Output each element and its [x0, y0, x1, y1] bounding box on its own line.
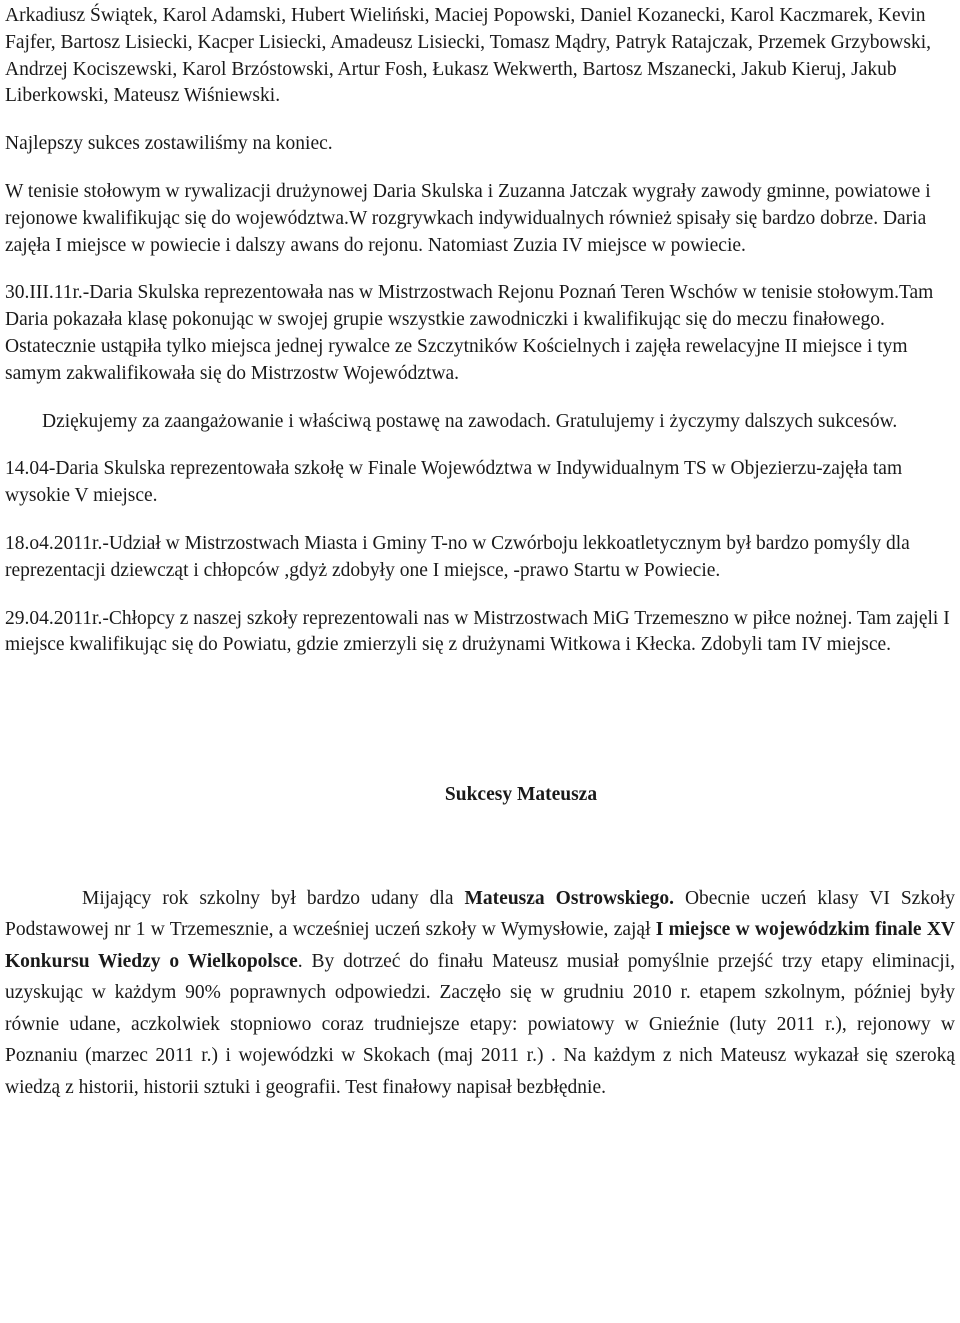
football-paragraph: 29.04.2011r.-Chłopcy z naszej szkoły reprezentowali nas w Mistrzostwach MiG Trzemeszno w piłce nożnej. Tam zajęli I miejsce kwalifikując się do Powiatu, gdzie zmierzyli się z drużynami Witkowa i Kłecka. Zdobyli tam IV miejsce. [5, 607, 950, 656]
document-page [5, 3, 955, 1103]
intro-sentence: Najlepszy sukces zostawiliśmy na koniec. [5, 133, 333, 155]
mateusz-text-1: Mijający rok szkolny był bardzo udany dla [82, 887, 465, 909]
table-tennis-paragraph: W tenisie stołowym w rywalizacji drużynowej Daria Skulska i Zuzanna Jatczak wygrały zawody gminne, powiatowe i rejonowe kwalifikując się do województwa.W rozgrywkach indywidualnych również spisały się bardzo dobrze. Daria zajęła I miejsce w powiecie i dalszy awans do rejonu. Natomiast Zuzia IV miejsce w powiecie. [5, 180, 931, 256]
section-heading-text: Sukcesy Mateusza [444, 784, 598, 806]
voivodeship-final-paragraph: 14.04-Daria Skulska reprezentowała szkołę w Finale Województwa w Indywidualnym TS w Objezierzu-zajęła tam wysokie V miejsce. [5, 458, 903, 507]
thanks-paragraph: Dziękujemy za zaangażowanie i właściwą postawę na zawodach. Gratulujemy i życzymy dalszych sukcesów. [42, 410, 898, 432]
mateusz-name-bold: Mateusza Ostrowskiego. [464, 887, 674, 909]
section-heading [5, 782, 955, 809]
mateusz-text-3: . By dotrzeć do finału Mateusz musiał pomyślnie przejść trzy etapy eliminacji, uzyskując w każdym 90% poprawnych odpowiedzi. Zaczęło się w grudniu 2010 r. etapem szkolnym, później były równie udane, aczkolwiek stopniowo coraz trudniejsze etapy: powiatowy w Gnieźnie (luty 2011 r.), rejonowy w Poznaniu (marzec 2011 r.) i wojewódzki w Skokach (maj 2011 r.) . Na każdym z nich Mateusz wykazał się szeroką wiedzą z historii, historii sztuki i geografii. Test finałowy napisał bezbłędnie. [5, 950, 955, 1098]
athletics-paragraph: 18.o4.2011r.-Udział w Mistrzostwach Miasta i Gminy T-no w Czwórboju lekkoatletycznym był bardzo pomyśly dla reprezentacji dziewcząt i chłopców ,gdyż zdobyły one I miejsce, -prawo Startu w Powiecie. [5, 532, 910, 581]
mateusz-paragraph [5, 883, 955, 1104]
first-place-bold: I miejsce w wojewódzkim finale XV Konkursu Wiedzy o Wielkopolsce [5, 919, 955, 972]
names-paragraph: Arkadiusz Świątek, Karol Adamski, Hubert Wieliński, Maciej Popowski, Daniel Kozanecki, Karol Kaczmarek, Kevin Fajfer, Bartosz Lisiecki, Kacper Lisiecki, Amadeusz Lisiecki, Tomasz Mądry, Patryk Ratajczak, Przemek Grzybowski, Andrzej Kociszewski, Karol Brzóstowski, Artur Fosh, Łukasz Wekwerth, Bartosz Mszanecki, Jakub Kieruj, Jakub Liberkowski, Mateusz Wiśniewski. [5, 5, 931, 107]
mateusz-text-2: Obecnie uczeń klasy VI Szkoły Podstawowej nr 1 w Trzemesznie, a wcześniej uczeń szkoły w Wymysłowie, zajął [5, 887, 956, 941]
regional-championship-paragraph: 30.III.11r.-Daria Skulska reprezentowała nas w Mistrzostwach Rejonu Poznań Teren Wschów w tenisie stołowym.Tam Daria pokazała klasę pokonując w swojej grupie wszystkie zawodniczki i kwalifikując się do meczu finałowego. Ostatecznie ustąpiła tylko miejsca jednej rywalce ze Szczytników Kościelnych i zajęła rewelacyjne II miejsce i tym samym zakwalifikowała się do Mistrzostw Województwa. [5, 282, 934, 384]
